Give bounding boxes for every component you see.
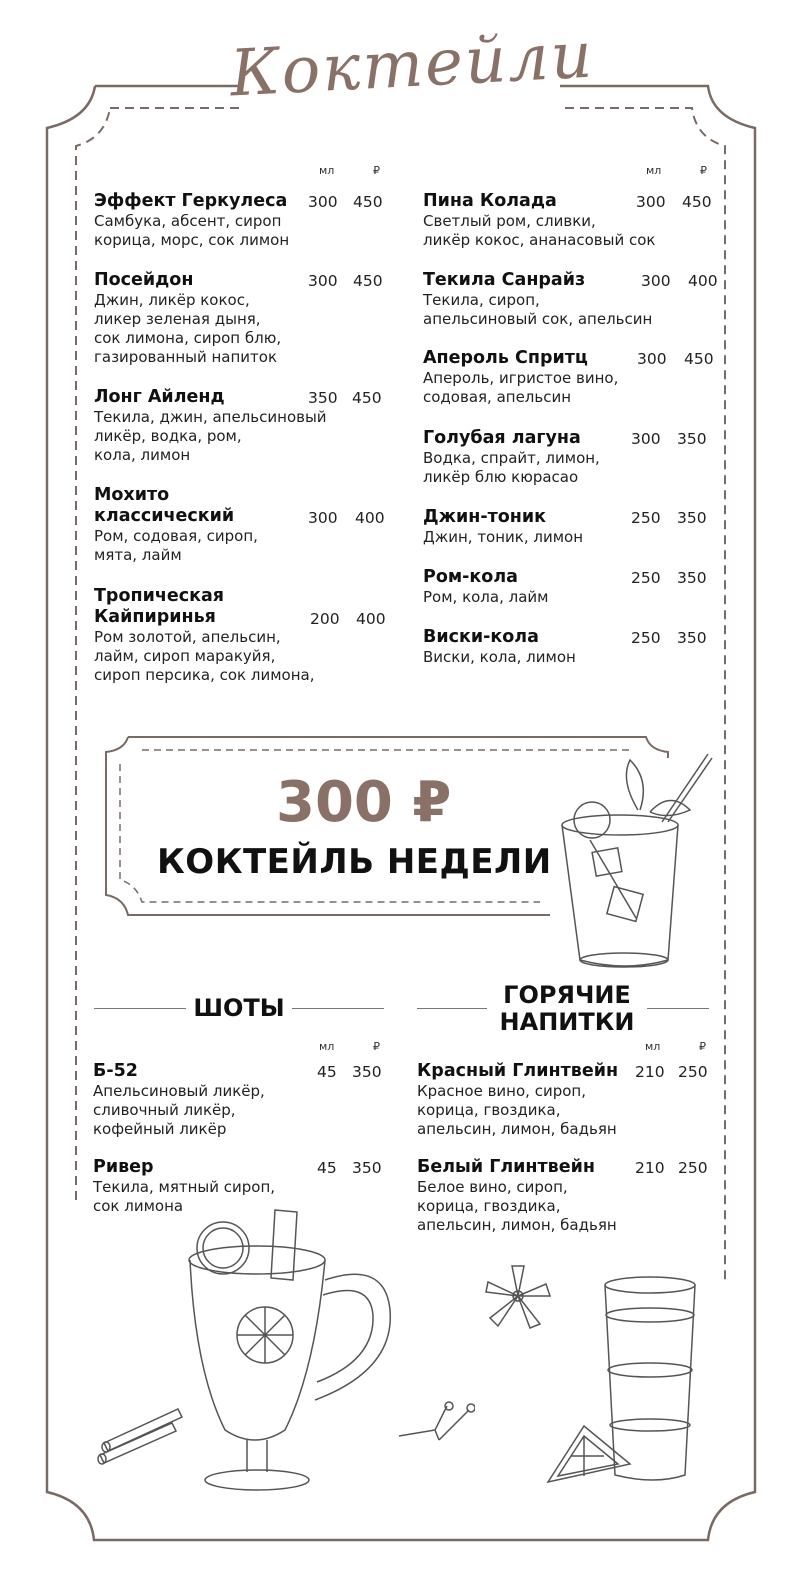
item-volume: 300 [637, 350, 667, 368]
menu-item [423, 428, 743, 487]
item-price: 450 [684, 350, 714, 368]
menu-item [94, 387, 414, 465]
ml-header: мл [319, 1040, 335, 1053]
item-price: 450 [353, 272, 383, 290]
menu-item [94, 485, 414, 565]
item-description: Текила, мятный сироп, сок лимона [93, 1178, 276, 1215]
mulled-wine-mug-icon [185, 1200, 400, 1500]
item-name: Ром-кола [423, 567, 518, 587]
divider-line [417, 1008, 487, 1009]
item-name: Б-52 [93, 1061, 138, 1081]
divider-line [292, 1008, 384, 1009]
item-name: Мохито классический [94, 485, 235, 526]
item-description: Ром золотой, апельсин, лайм, сироп маракуйя, сироп персика, сок лимона, [94, 628, 315, 684]
item-name: Посейдон [94, 270, 194, 290]
item-price: 400 [688, 272, 718, 290]
item-volume: 300 [308, 193, 338, 211]
item-price: 450 [353, 193, 383, 211]
menu-item [94, 191, 414, 250]
item-description: Самбука, абсент, сироп корица, морс, сок лимон [94, 212, 290, 249]
menu-item [93, 1061, 413, 1139]
item-description: Апероль, игристое вино, содовая, апельсин [423, 369, 619, 406]
item-volume: 300 [641, 272, 671, 290]
item-volume: 300 [631, 430, 661, 448]
item-volume: 250 [631, 509, 661, 527]
hot-drinks-title: ГОРЯЧИЕ НАПИТКИ [499, 981, 635, 1036]
item-description: Текила, сироп, апельсиновый сок, апельсин [423, 291, 653, 328]
item-price: 350 [677, 430, 707, 448]
item-volume: 350 [308, 389, 338, 407]
divider-line [94, 1008, 186, 1009]
item-price: 350 [677, 509, 707, 527]
promo-price: 300 ₽ [276, 770, 452, 835]
menu-item [423, 270, 743, 329]
item-price: 350 [352, 1063, 382, 1081]
menu-item [423, 567, 743, 607]
item-price: 250 [678, 1063, 708, 1081]
item-description: Апельсиновый ликёр, сливочный ликёр, кофейный ликёр [93, 1082, 265, 1138]
rub-header: ₽ [373, 1040, 380, 1053]
item-description: Водка, спрайт, лимон, ликёр блю кюрасао [423, 449, 600, 486]
orange-slice-icon [544, 1420, 634, 1490]
item-volume: 210 [635, 1063, 665, 1081]
item-price: 350 [352, 1159, 382, 1177]
ml-header: мл [319, 164, 335, 177]
divider-line [647, 1008, 709, 1009]
item-price: 450 [682, 193, 712, 211]
menu-item [423, 191, 743, 250]
item-description: Текила, джин, апельсиновый ликёр, водка, ром, кола, лимон [94, 408, 327, 464]
item-description: Белое вино, сироп, корица, гвоздика, апельсин, лимон, бадьян [417, 1178, 617, 1234]
menu-item [94, 586, 414, 685]
item-price: 450 [352, 389, 382, 407]
menu-item [94, 270, 414, 367]
item-name: Белый Глинтвейн [417, 1157, 595, 1177]
menu-title: Коктейли [228, 18, 596, 112]
item-name: Красный Глинтвейн [417, 1061, 619, 1081]
item-description: Ром, кола, лайм [423, 588, 549, 606]
item-description: Джин, тоник, лимон [423, 528, 584, 546]
item-volume: 45 [317, 1159, 337, 1177]
item-volume: 300 [636, 193, 666, 211]
item-price: 250 [678, 1159, 708, 1177]
cocktail-glass-icon [550, 750, 720, 975]
item-name: Эффект Геркулеса [94, 191, 288, 211]
shots-title: ШОТЫ [193, 994, 285, 1022]
rub-header: ₽ [700, 164, 707, 177]
item-price: 400 [356, 610, 386, 628]
item-price: 400 [355, 509, 385, 527]
item-description: Джин, ликёр кокос, ликер зеленая дыня, сок лимона, сироп блю, газированный напиток [94, 291, 282, 366]
item-name: Лонг Айленд [94, 387, 225, 407]
item-price: 350 [677, 569, 707, 587]
item-description: Виски, кола, лимон [423, 648, 576, 666]
rub-header: ₽ [373, 164, 380, 177]
item-volume: 300 [308, 272, 338, 290]
item-price: 350 [677, 629, 707, 647]
cloves-icon [395, 1400, 475, 1450]
item-name: Виски-кола [423, 627, 539, 647]
item-volume: 300 [308, 509, 338, 527]
item-name: Текила Санрайз [423, 270, 586, 290]
menu-item [417, 1157, 737, 1235]
promo-label: КОКТЕЙЛЬ НЕДЕЛИ [157, 842, 552, 882]
menu-item [423, 348, 743, 407]
item-name: Пина Колада [423, 191, 557, 211]
item-name: Ривер [93, 1157, 154, 1177]
item-name: Тропическая Кайпиринья [94, 586, 225, 627]
item-description: Светлый ром, сливки, ликёр кокос, ананасовый сок [423, 212, 656, 249]
ml-header: мл [646, 164, 662, 177]
item-volume: 200 [310, 610, 340, 628]
item-description: Красное вино, сироп, корица, гвоздика, апельсин, лимон, бадьян [417, 1082, 617, 1138]
menu-item [423, 507, 743, 547]
cinnamon-sticks-icon [96, 1405, 186, 1465]
menu-item [417, 1061, 737, 1139]
item-description: Ром, содовая, сироп, мята, лайм [94, 527, 258, 564]
item-volume: 250 [631, 569, 661, 587]
item-volume: 250 [631, 629, 661, 647]
item-volume: 210 [635, 1159, 665, 1177]
item-volume: 45 [317, 1063, 337, 1081]
star-anise-icon [482, 1262, 554, 1330]
ml-header: мл [645, 1040, 661, 1053]
menu-item [423, 627, 743, 667]
item-name: Голубая лагуна [423, 428, 581, 448]
item-name: Апероль Спритц [423, 348, 588, 368]
rub-header: ₽ [699, 1040, 706, 1053]
item-name: Джин-тоник [423, 507, 547, 527]
